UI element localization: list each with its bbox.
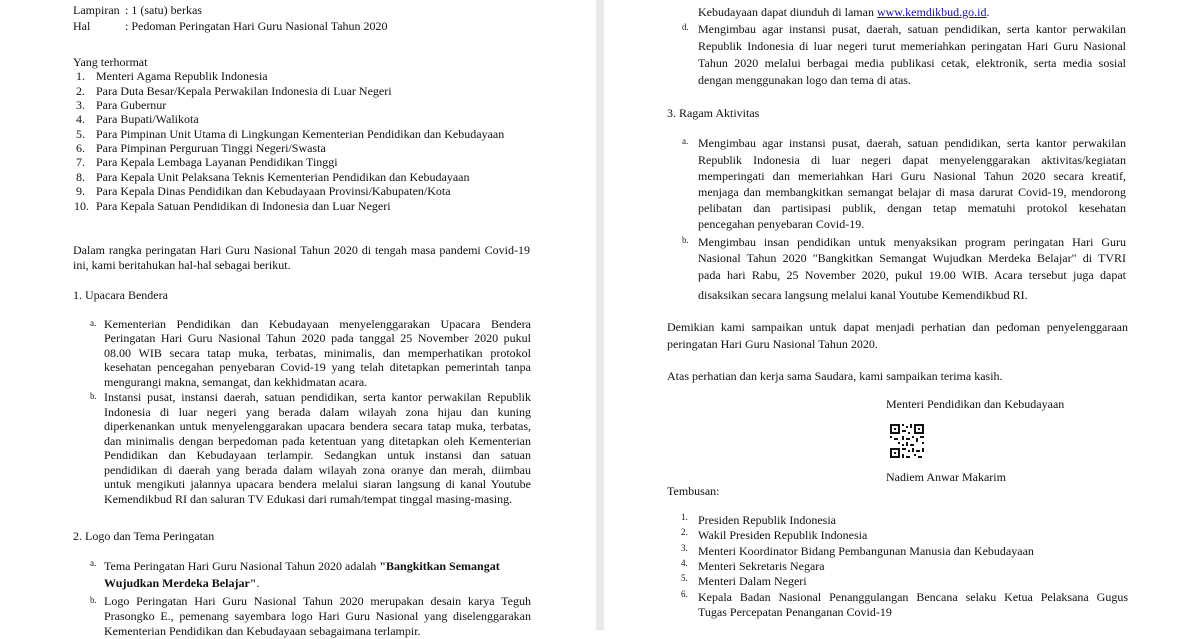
list-item: Wakil Presiden Republik Indonesia: [698, 528, 868, 542]
letter-page-left: Lampiran : 1 (satu) berkas Hal : Pedoman Peringatan Hari Guru Nasional Tahun 2020 Yang terhormat 1. Menteri Agama Republik Indonesia 2. Para Duta Besar/Kepala Perwakilan Indonesia di Luar Negeri 3. Para Gubernur 4. Para Bupati/Walikota 5. Para Pimpinan Unit Utama di Lingkungan Kementerian Pendidikan dan Kebudayaan 6. Para Pimpinan Perguruan Tinggi Negeri/Swasta 7. Para Kepala Lembaga Layanan Pendidikan Tinggi 8. Para Kepala Unit Pelaksana Teknis Kementerian Pendidikan dan Kebudayaan 9. Para Kepala Dinas Pendidikan dan Kebudayaan Provinsi/Kabupaten/Kota 10. Para Kepala Satuan Pendidikan di Indonesia dan Luar Negeri Dalam rangka peringatan Hari Guru Nasional Tahun 2020 di tengah masa pandemi Covid-19 ini, kami beritahukan hal-hal sebagai berikut. 1. Upacara Bendera a. Kementerian Pendidikan dan Kebudayaan menyelenggarakan Upacara Bendera Peringatan Hari Guru Nasional Tahun 2020 pada tanggal 25 November 2020 pukul 08.00 WIB secara tatap muka, terbatas, minimalis, dan memperhatikan protokol kesehatan pencegahan penyebaran Covid-19 yang telah ditetapkan pemerintah tanpa mengurangi makna, semangat, dan kekhidmatan acara. b. Instansi pusat, instansi daerah, satuan pendidikan, serta kantor perwakilan Republik Indonesia di luar negeri yang berada dalam wilayah zona hijau dan kuning diperkenankan untuk menyelenggarakan upacara bendera secara tatap muka, terbatas, dan minimalis dengan berpedoman pada ketentuan yang ditetapkan oleh Kementerian Pendidikan dan Kebudayaan terlampir. Sedangkan untuk instansi dan satuan pendidikan di daerah yang berada dalam wilayah zona oranye dan merah, diimbau untuk mengikuti jalannya upacara bendera melalui siaran langsung di kanal Youtube Kemendikbud RI dan saluran TV Edukasi dari rumah/tempat tinggal masing-masing. 2. Logo dan Tema Peringatan a. Tema Peringatan Hari Guru Nasional Tahun 2020 adalah "Bangkitkan Semangat Wujudkan Merdeka Belajar". b. Logo Peringatan Hari Guru Nasional Tahun 2020 merupakan desain karya Teguh Prasongko E., pemenang sayembara logo Hari Guru Nasional yang diselenggarakan Kementerian Pendidikan dan Kebudayaan sebagaimana terlampir.: [0, 0, 596, 630]
list-item: Menteri Koordinator Bidang Pembangunan Manusia dan Kebudayaan: [698, 544, 1034, 558]
thanks-sentence: Atas perhatian dan kerja sama Saudara, kami sampaikan terima kasih.: [667, 369, 1003, 383]
list-item: Para Gubernur: [96, 98, 167, 112]
list-item-number: 10.: [74, 199, 89, 213]
list-item-number: 3.: [681, 543, 688, 553]
list-item-continuation: Tugas Percepatan Penanganan Covid-19: [698, 605, 892, 619]
list-item: Para Kepala Dinas Pendidikan dan Kebudayaan Provinsi/Kabupaten/Kota: [96, 184, 451, 198]
list-item: Para Pimpinan Unit Utama di Lingkungan Kementerian Pendidikan dan Kebudayaan: [96, 127, 505, 141]
list-item-number: 8.: [76, 170, 85, 184]
list-item-number: 4.: [681, 558, 688, 568]
section-3-heading: 3. Ragam Aktivitas: [667, 106, 760, 120]
list-item-number: 6.: [76, 141, 85, 155]
item-marker: a.: [90, 558, 97, 568]
item-marker: b.: [90, 595, 97, 605]
list-item: Para Pimpinan Perguruan Tinggi Negeri/Swasta: [96, 141, 326, 155]
list-item: Para Kepala Lembaga Layanan Pendidikan Tinggi: [96, 155, 338, 169]
qr-code-icon: [889, 423, 925, 459]
list-item-number: 7.: [76, 155, 85, 169]
item-marker: a.: [90, 318, 97, 328]
hal-value: : Pedoman Peringatan Hari Guru Nasional Tahun 2020: [125, 19, 388, 33]
list-item: Para Kepala Unit Pelaksana Teknis Kementerian Pendidikan dan Kebudayaan: [96, 170, 470, 184]
list-item-number: 6.: [681, 589, 688, 599]
list-item-number: 3.: [76, 98, 85, 112]
list-item: Kepala Badan Nasional Penanggulangan Bencana selaku Ketua Pelaksana Gugus: [698, 590, 1128, 604]
list-item-number: 1.: [76, 69, 85, 83]
signatory-title: Menteri Pendidikan dan Kebudayaan: [886, 397, 1065, 411]
list-item-number: 1.: [681, 512, 688, 522]
section-1-heading: 1. Upacara Bendera: [73, 288, 168, 302]
recipients-heading: Yang terhormat: [73, 55, 148, 69]
page-gutter: [596, 0, 604, 630]
list-item: Para Bupati/Walikota: [96, 112, 199, 126]
list-item-number: 2.: [681, 527, 688, 537]
list-item-number: 2.: [76, 84, 85, 98]
list-item: Menteri Dalam Negeri: [698, 574, 807, 588]
list-item: Presiden Republik Indonesia: [698, 513, 836, 527]
list-item-number: 9.: [76, 184, 85, 198]
item-marker: a.: [682, 136, 689, 146]
letter-page-right: Kebudayaan dapat diunduh di laman www.kemdikbud.go.id. d. Mengimbau agar instansi pusat, daerah, satuan pendidikan, serta kantor perwakilan Republik Indonesia di luar negeri turut memeriahkan peringatan Hari Guru Nasional Tahun 2020 melalui berbagai media publikasi cetak, elektronik, serta media sosial dengan menggunakan logo dan tema di atas. 3. Ragam Aktivitas a. Mengimbau agar instansi pusat, daerah, satuan pendidikan, serta kantor perwakilan Republik Indonesia di luar negeri dapat menyelenggarakan aktivitas/kegiatan memperingati dan memeriahkan Hari Guru Nasional Tahun 2020 secara kreatif, menjaga dan membangkitkan semangat belajar di masa darurat Covid-19, mendorong pelibatan dan partisipasi publik, dengan tetap mematuhi protokol kesehatan pencegahan penyebaran Covid-19. b. Mengimbau insan pendidikan untuk menyaksikan program peringatan Hari Guru Nasional Tahun 2020 "Bangkitkan Semangat Wujudkan Merdeka Belajar" di TVRI pada hari Rabu, 25 November 2020, pukul 19.00 WIB. Acara tersebut juga dapat disaksikan secara langsung melalui kanal Youtube Kemendikbud RI. Demikian kami sampaikan untuk dapat menjadi perhatian dan pedoman penyelenggaraan peringatan Hari Guru Nasional Tahun 2020. Atas perhatian dan kerja sama Saudara, kami sampaikan terima kasih. Menteri Pendidikan dan Kebudayaan Nadiem Anwar Makarim Tembusan: 1. Presiden Republik Indonesia 2. Wakil Presiden Republik Indonesia 3. Menteri Koordinator Bidang Pembangunan Manusia dan Kebudayaan 4. Menteri Sekretaris Negara 5. Menteri Dalam Negeri 6. Kepala Badan Nasional Penanggulangan Bencana selaku Ketua Pelaksana Gugus Tugas Percepatan Penanganan Covid-19: [604, 0, 1200, 630]
signatory-name: Nadiem Anwar Makarim: [886, 470, 1006, 484]
item-marker: b.: [682, 235, 689, 245]
item-marker: d.: [682, 22, 689, 32]
section-2-heading: 2. Logo dan Tema Peringatan: [73, 529, 215, 543]
download-note: Kebudayaan dapat diunduh di laman www.kemdikbud.go.id.: [698, 5, 990, 19]
list-item: Menteri Agama Republik Indonesia: [96, 69, 268, 83]
lampiran-value: : 1 (satu) berkas: [125, 3, 202, 17]
cc-heading: Tembusan:: [667, 484, 720, 498]
list-item: Para Kepala Satuan Pendidikan di Indonesia dan Luar Negeri: [96, 199, 391, 213]
hal-label: Hal: [73, 19, 91, 33]
list-item: Menteri Sekretaris Negara: [698, 559, 825, 573]
list-item: Para Duta Besar/Kepala Perwakilan Indonesia di Luar Negeri: [96, 84, 392, 98]
website-link[interactable]: www.kemdikbud.go.id: [876, 5, 987, 19]
item-marker: b.: [90, 391, 97, 401]
list-item-number: 5.: [681, 573, 688, 583]
list-item-number: 5.: [76, 127, 85, 141]
list-item-number: 4.: [76, 112, 85, 126]
lampiran-label: Lampiran: [73, 3, 120, 17]
